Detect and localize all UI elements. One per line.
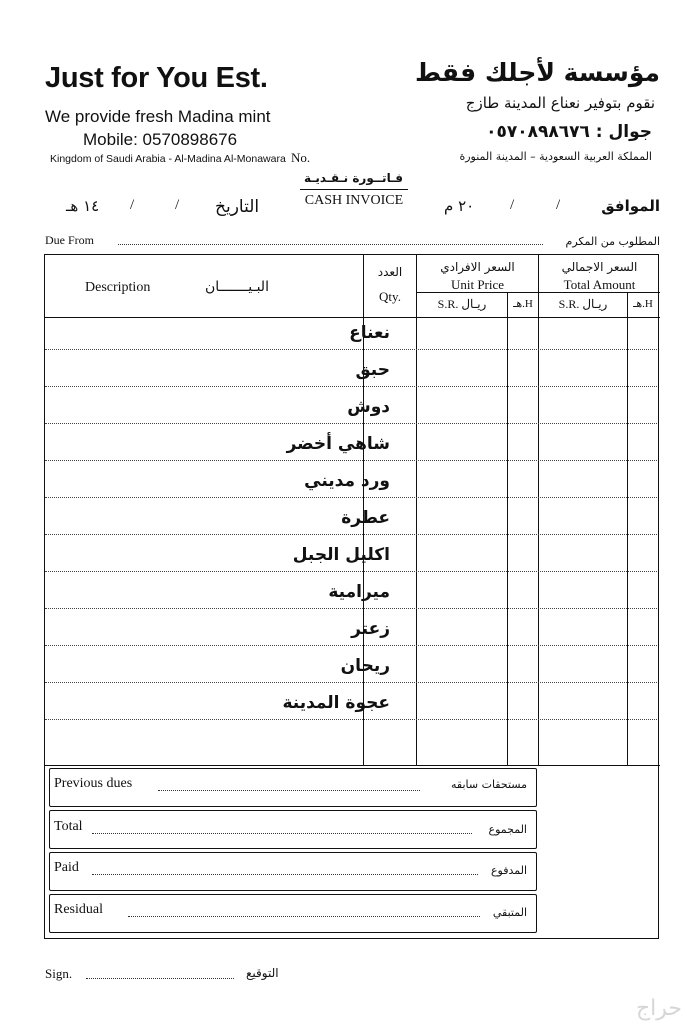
table-row[interactable] — [45, 719, 657, 720]
list-item: حبق — [355, 360, 390, 380]
previous-dues-label-ar: مستحقات سابقه — [451, 778, 527, 791]
list-item: اكليل الجبل — [292, 545, 390, 565]
mobile-en: Mobile: 0570898676 — [83, 130, 238, 149]
address-ar: المملكة العربية السعودية – المدينة المنورة — [459, 150, 652, 163]
table-row[interactable] — [45, 682, 657, 683]
list-item: ريحان — [340, 656, 390, 676]
date-hijri-year: ١٤ هـ — [66, 197, 100, 215]
total-label-en: Total — [54, 819, 83, 834]
total-box[interactable] — [49, 810, 537, 849]
residual-box[interactable] — [49, 894, 537, 933]
date-greg-label: الموافق — [601, 197, 660, 215]
total-header-en: Total Amount — [563, 277, 636, 292]
invoice-number-label: No. — [291, 150, 311, 165]
table-row[interactable] — [45, 386, 657, 387]
residual-label-en: Residual — [54, 902, 103, 917]
table-row[interactable] — [45, 497, 657, 498]
table-row[interactable] — [45, 423, 657, 424]
tagline-ar: نقوم بتوفير نعناع المدينة طازج — [465, 94, 655, 112]
paid-label-ar: المدفوع — [490, 864, 527, 877]
invoice-title-en: CASH INVOICE — [300, 189, 408, 210]
total-label-ar: المجموع — [488, 823, 527, 836]
unit-price-sr-header: S.R. ريـال — [437, 297, 487, 311]
list-item: زعتر — [351, 619, 390, 639]
list-item: دوش — [347, 397, 390, 417]
list-item: شاهي أخضر — [286, 434, 390, 454]
residual-label-ar: المتبقي — [492, 906, 527, 919]
list-item: نعناع — [349, 323, 390, 343]
description-header-en: Description — [85, 280, 151, 295]
total-h-header: هـ.H — [633, 298, 653, 310]
previous-dues-label-en: Previous dues — [54, 776, 133, 791]
description-header-ar: البـيـــــــان — [205, 279, 269, 295]
table-row[interactable] — [45, 349, 657, 350]
mobile-ar: جوال : ٠٥٧٠٨٩٨٦٧٦ — [486, 122, 652, 142]
address-en: Kingdom of Saudi Arabia - Al-Madina Al-Monawara — [50, 153, 286, 165]
paid-label-en: Paid — [54, 860, 79, 875]
due-from-label-ar: المطلوب من المكرم — [565, 235, 660, 248]
list-item: ورد مديني — [304, 471, 390, 491]
watermark: حراج — [635, 996, 682, 1021]
table-row[interactable] — [45, 571, 657, 572]
signature-label-ar: التوقيع — [246, 966, 279, 980]
table-row[interactable] — [45, 534, 657, 535]
company-name-ar: مؤسسة لأجلك فقط — [415, 58, 660, 87]
unit-price-header-en: Unit Price — [450, 277, 505, 292]
table-row[interactable] — [45, 608, 657, 609]
signature-line[interactable] — [86, 978, 234, 979]
date-slash: / — [510, 197, 515, 213]
table-row[interactable] — [45, 645, 657, 646]
list-item: عطرة — [341, 508, 390, 528]
total-sr-header: S.R. ريـال — [558, 297, 608, 311]
date-slash: / — [556, 197, 561, 213]
list-item: ميرامية — [328, 582, 390, 602]
qty-header-en: Qty. — [379, 289, 401, 304]
qty-header-ar: العدد — [377, 265, 403, 279]
total-header-ar: السعر الاجمالي — [561, 260, 638, 274]
signature-label-en: Sign. — [45, 966, 73, 981]
date-slash: / — [175, 197, 180, 213]
date-greg-year: ٢٠ م — [444, 197, 475, 215]
paid-box[interactable] — [49, 852, 537, 891]
date-slash: / — [130, 197, 135, 213]
unit-price-header-ar: السعر الافرادي — [440, 260, 515, 274]
tagline-en: We provide fresh Madina mint — [45, 107, 271, 126]
date-hijri-label: التاريخ — [215, 197, 260, 217]
due-from-line[interactable] — [118, 244, 543, 245]
list-item: عجوة المدينة — [282, 693, 390, 713]
due-from-label-en: Due From — [45, 233, 94, 247]
table-row[interactable] — [45, 460, 657, 461]
unit-price-h-header: هـ.H — [513, 298, 533, 310]
invoice-title-ar: فـاتــورة نـقـديـة — [304, 171, 404, 185]
company-name-en: Just for You Est. — [45, 62, 268, 94]
